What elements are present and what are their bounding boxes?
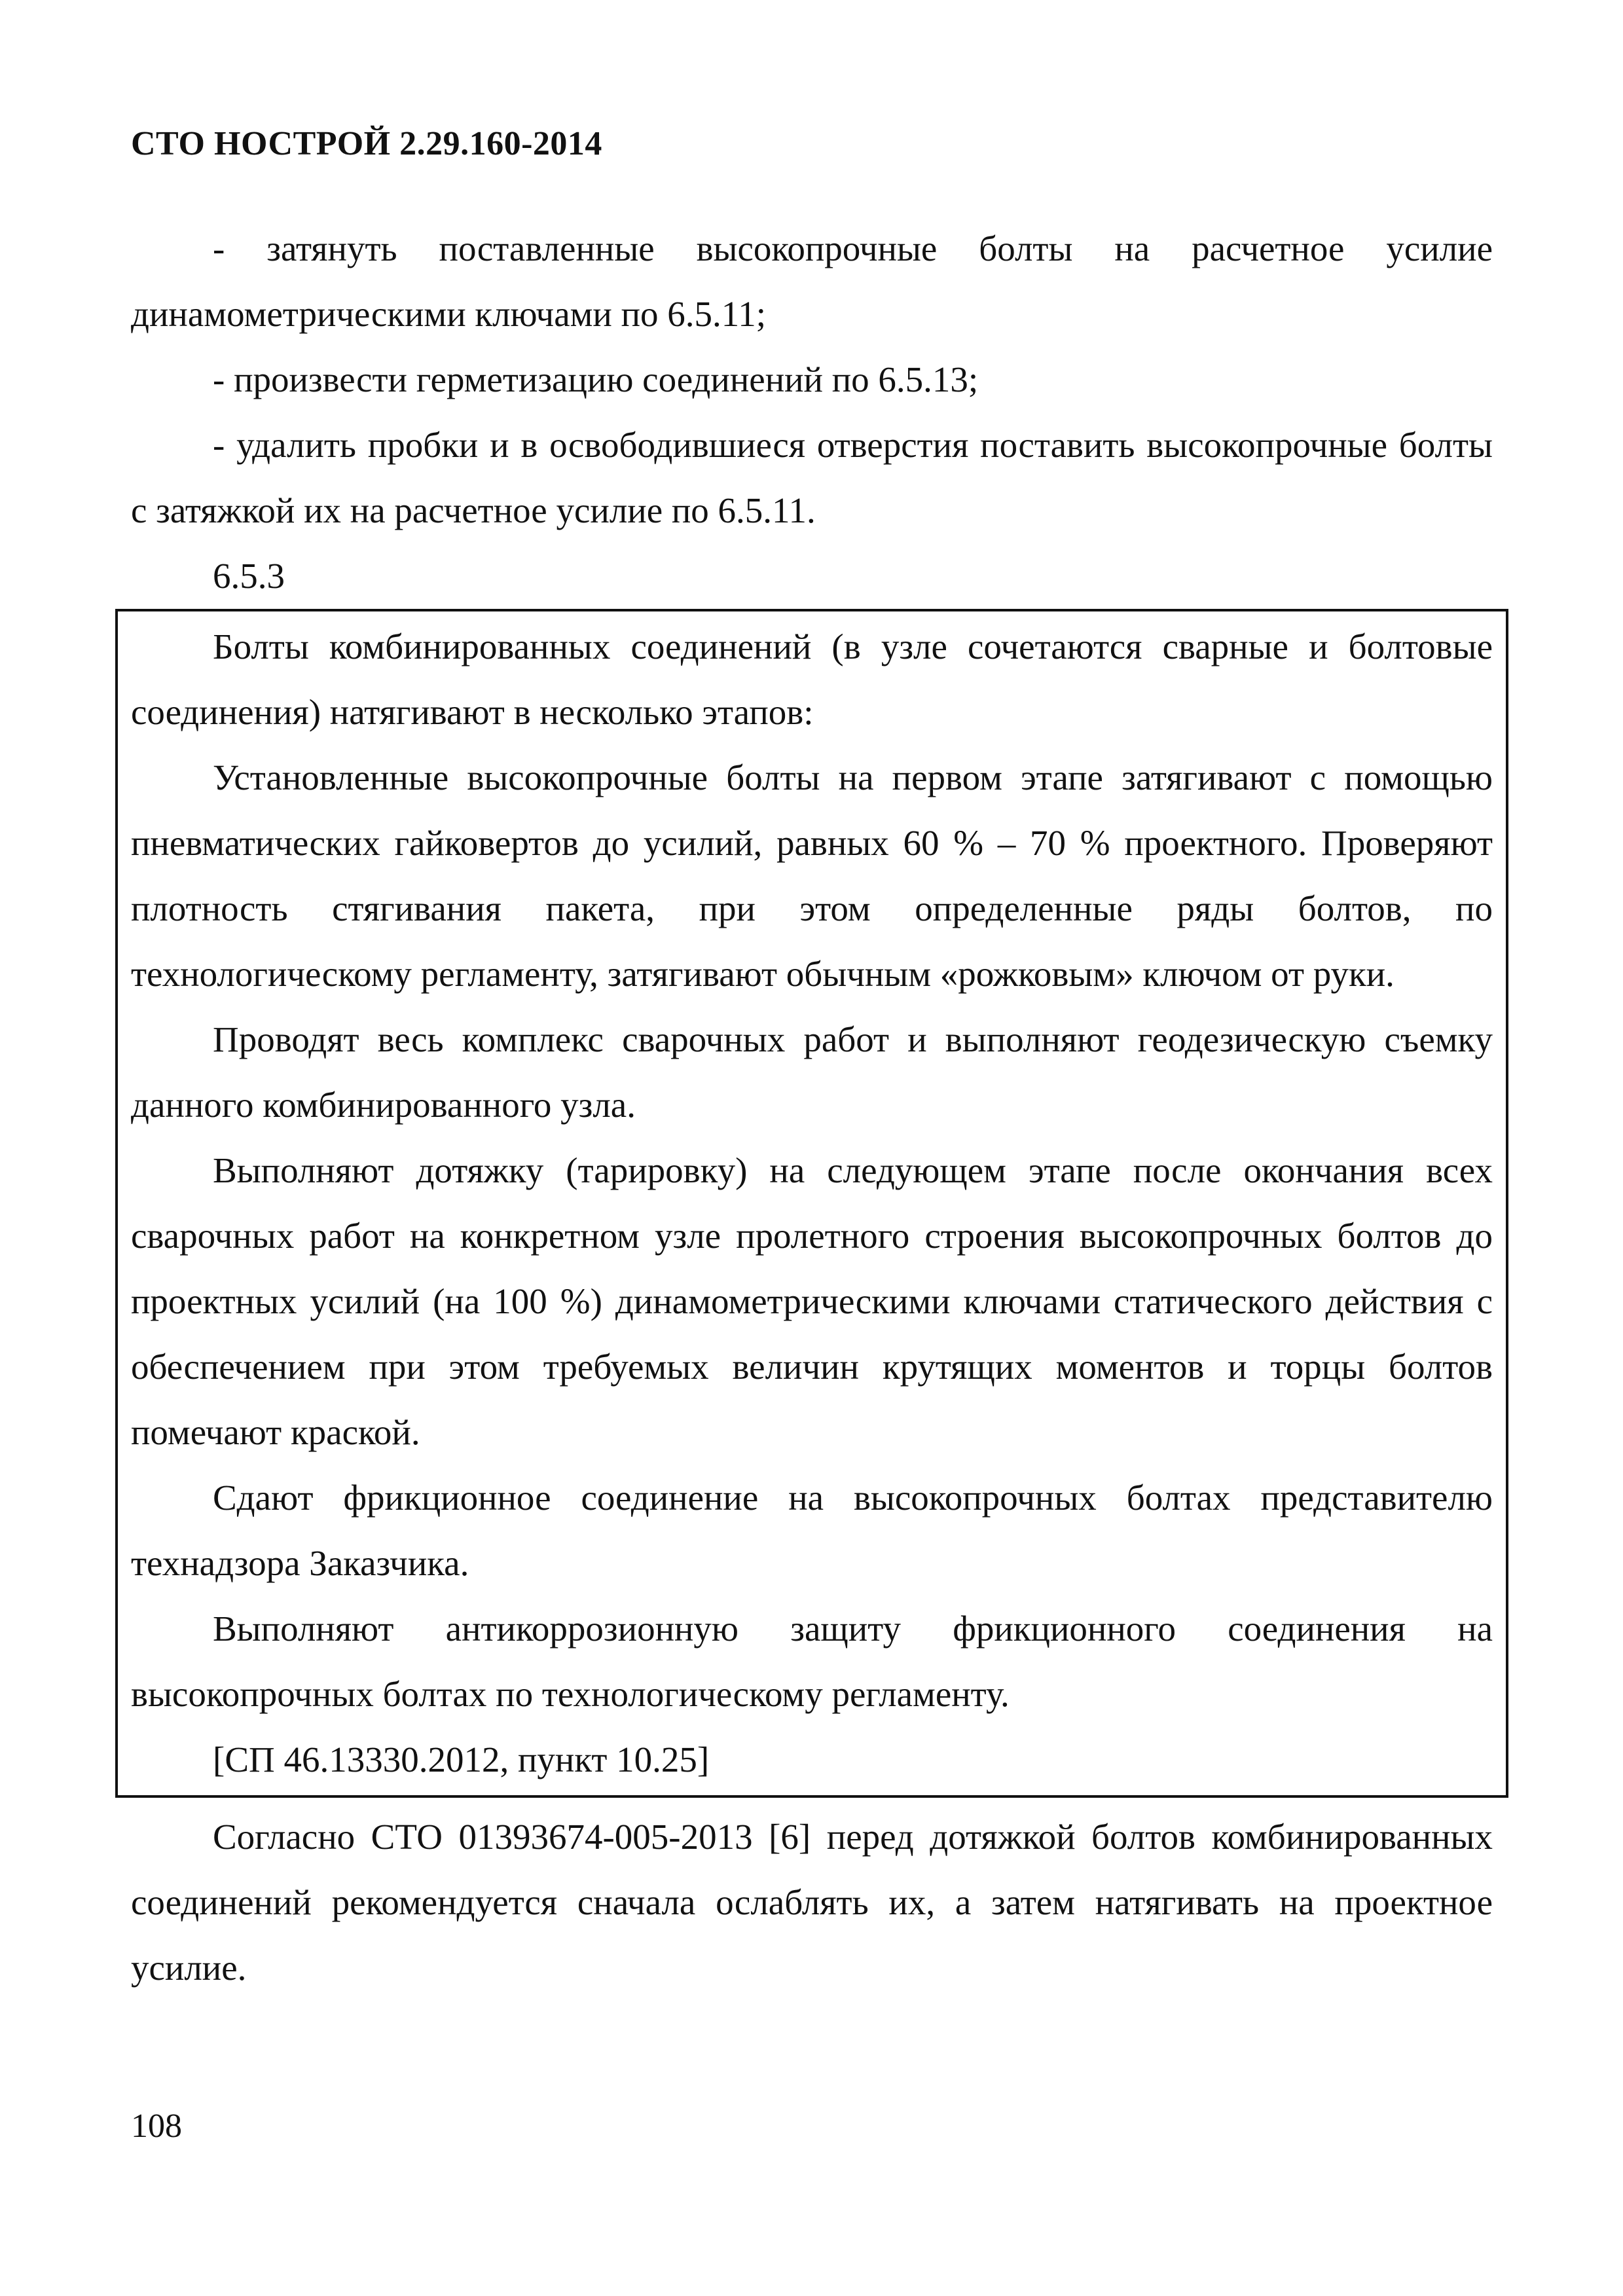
boxed-paragraph-1: Болты комбинированных соединений (в узле сочетаются сварные и болтовые соединения) натягивают в несколько этапов: [131,627,1493,732]
boxed-paragraph-5: Сдают фрикционное соединение на высокопрочных болтах представителю технадзора Заказчика. [131,1478,1493,1583]
boxed-reference: [СП 46.13330.2012, пункт 10.25] [213,1740,710,1779]
boxed-paragraph-2: Установленные высокопрочные болты на первом этапе затягивают с помощью пневматических гайковертов до усилий, равных 60 % – 70 % проектного. Проверяют плотность стягивания пакета, при этом определенные ряды болтов, по технологическому регламенту, затягивают обычным «рожковым» ключом от руки. [131,757,1493,994]
section-number: 6.5.3 [213,556,285,596]
page-body [131,216,1493,2001]
paragraph-after-box: Согласно СТО 01393674-005-2013 [6] перед дотяжкой болтов комбинированных соединений рекомендуется сначала ослаблять их, а затем натягивать на проектное усилие. [131,1817,1493,1988]
paragraph-intro-2: - произвести герметизацию соединений по 6.5.13; [213,359,979,399]
boxed-paragraph-3: Проводят весь комплекс сварочных работ и выполняют геодезическую съемку данного комбинированного узла. [131,1019,1493,1125]
paragraph-intro-1: - затянуть поставленные высокопрочные болты на расчетное усилие динамометрическими ключами по 6.5.11; [131,228,1493,334]
quoted-requirement-box [115,609,1508,1798]
document-header: СТО НОСТРОЙ 2.29.160-2014 [131,125,602,162]
boxed-paragraph-4: Выполняют дотяжку (тарировку) на следующем этапе после окончания всех сварочных работ на конкретном узле пролетного строения высокопрочных болтов до проектных усилий (на 100 %) динамометрическими ключами статического действия с обеспечением при этом требуемых величин крутящих моментов и торцы болтов помечают краской. [131,1150,1493,1452]
paragraph-intro-3: - удалить пробки и в освободившиеся отверстия поставить высокопрочные болты с затяжкой их на расчетное усилие по 6.5.11. [131,425,1493,530]
page-number: 108 [131,2107,182,2145]
boxed-paragraph-6: Выполняют антикоррозионную защиту фрикционного соединения на высокопрочных болтах по технологическому регламенту. [131,1609,1493,1714]
